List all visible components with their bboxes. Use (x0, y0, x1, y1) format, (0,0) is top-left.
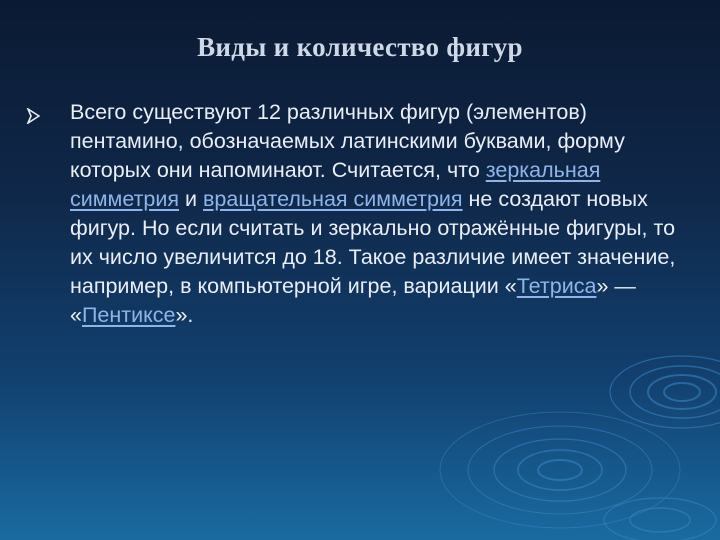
mirror-symmetry-link[interactable]: зеркальная симметрия (70, 158, 601, 211)
tetris-link[interactable]: Тетриса (516, 274, 597, 298)
paragraph-text: ». (175, 303, 194, 327)
paragraph-text: » — « (70, 274, 636, 327)
paragraph-text: не создают новых фигур. Но если считать и зеркально отражённые фигуры, то их число увеличится до 18. Такое различие имеет значение, например, в компьютерной игре, вариации « (70, 187, 676, 298)
arrow-bullet-icon (26, 108, 40, 124)
paragraph-text: Всего существуют 12 различных фигур (элементов) пентамино, обозначаемых латинскими буквами, форму которых они напоминают. Считается, что (70, 100, 625, 182)
paragraph-text: и (179, 187, 203, 211)
slide-title: Виды и количество фигур (197, 32, 523, 62)
pentix-link[interactable]: Пентиксе (81, 303, 176, 327)
bullet-paragraph (70, 98, 680, 330)
rotational-symmetry-link[interactable]: вращательная симметрия (203, 187, 463, 211)
